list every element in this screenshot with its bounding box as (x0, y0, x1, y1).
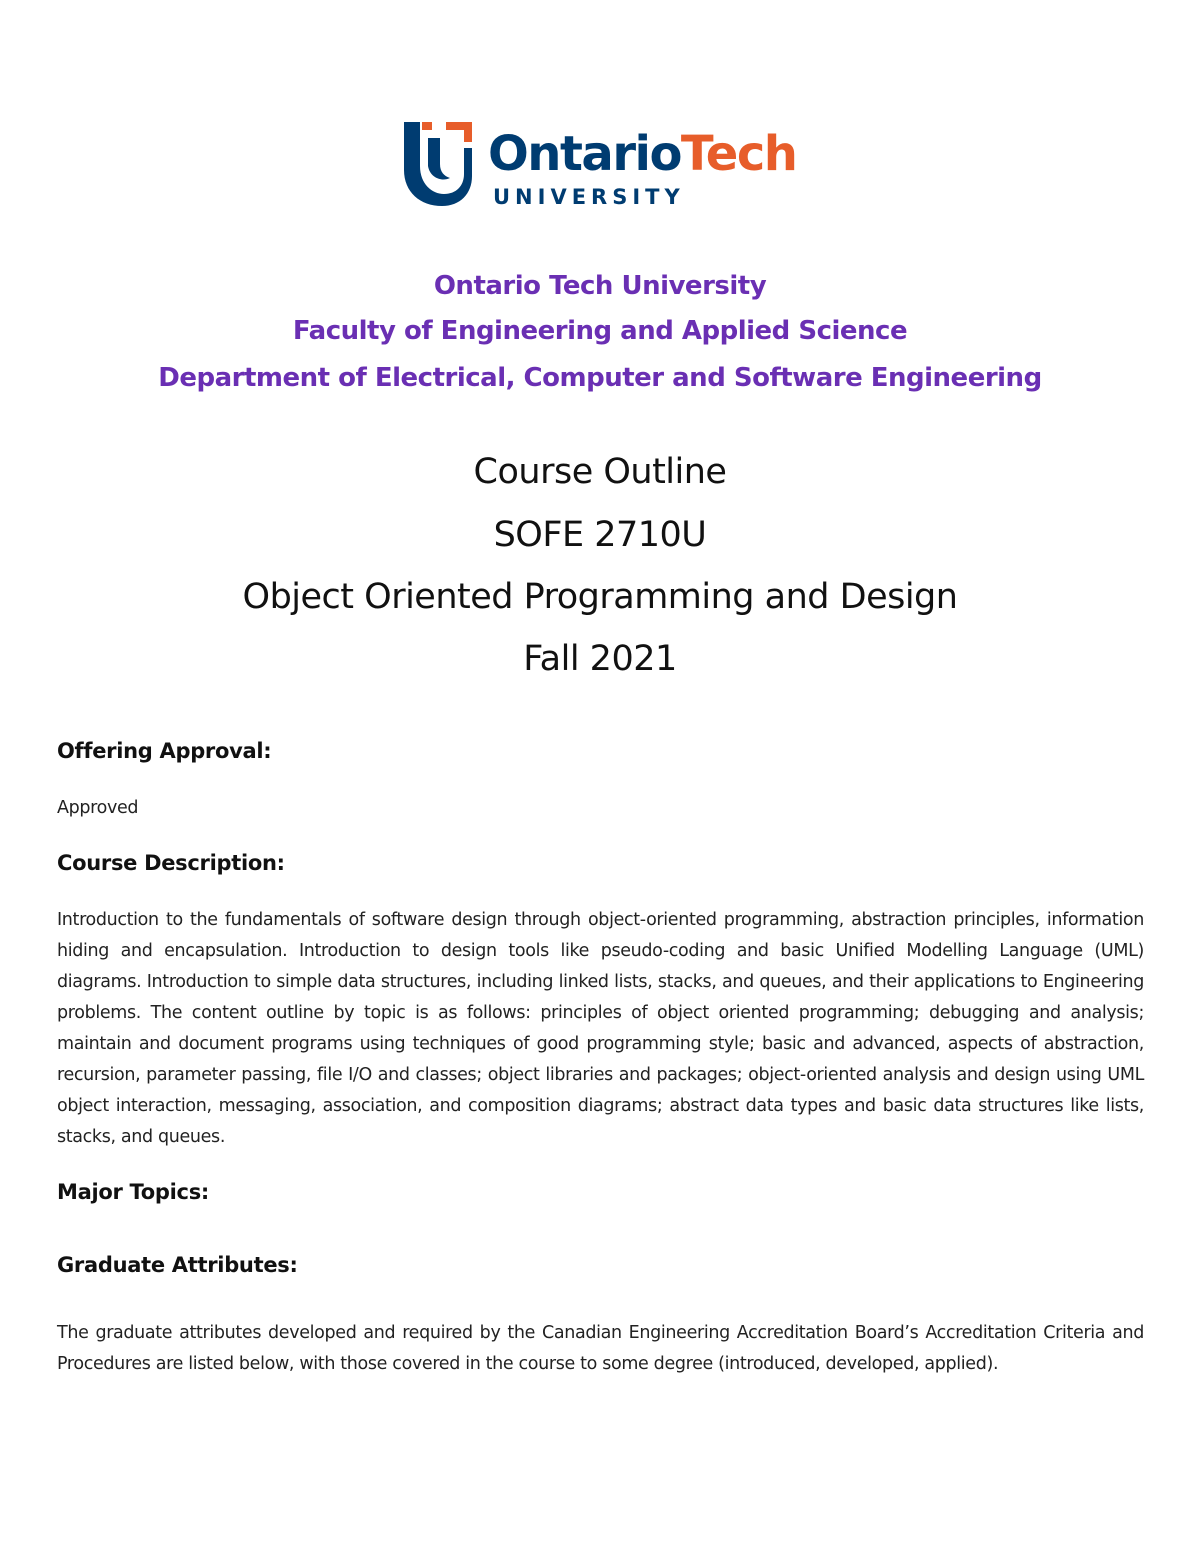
logo-wordmark (488, 118, 796, 190)
graduate-attributes-heading: Graduate Attributes: (57, 1253, 298, 1277)
university-logo (400, 118, 800, 214)
university-name: Ontario Tech University (433, 271, 767, 301)
logo-mark-icon (400, 118, 476, 210)
course-description-heading: Course Description: (57, 851, 285, 875)
logo-name-part1: Ontario (488, 126, 681, 182)
course-description-text: Introduction to the fundamentals of software design through object-oriented programming, abstraction principles, information hiding and encapsulation. Introduction to design tools like pseudo-coding and basic Unified Modelling Language (UML) diagrams. Introduction to simple data structures, including linked lists, stacks, and queues, and their applications to Engineering problems. The content outline by topic is as follows: principles of object oriented programming; debugging and analysis; maintain and document programs using techniques of good programming style; basic and advanced, aspects of abstraction, recursion, parameter passing, file I/O and classes; object libraries and packages; object-oriented analysis and design using UML object interaction, messaging, association, and composition diagrams; abstract data types and basic data structures like lists, stacks, and queues. (57, 910, 1144, 1147)
course-term: Fall 2021 (523, 639, 677, 679)
logo-name-part2: Tech (680, 126, 797, 182)
offering-approval-heading: Offering Approval: (57, 739, 272, 763)
course-name: Object Oriented Programming and Design (242, 577, 958, 617)
graduate-attributes-text: The graduate attributes developed and required by the Canadian Engineering Accreditation Board’s Accreditation Criteria and Procedures are listed below, with those covered in the course to some degree (introduced, developed, applied). (57, 1323, 1144, 1374)
major-topics-heading: Major Topics: (57, 1180, 210, 1204)
faculty-name: Faculty of Engineering and Applied Science (292, 316, 908, 346)
document-type: Course Outline (473, 452, 727, 492)
offering-approval-text: Approved (57, 798, 139, 818)
logo-subtitle: UNIVERSITY (493, 185, 685, 209)
department-name: Department of Electrical, Computer and Software Engineering (158, 363, 1042, 393)
course-code: SOFE 2710U (493, 515, 707, 555)
